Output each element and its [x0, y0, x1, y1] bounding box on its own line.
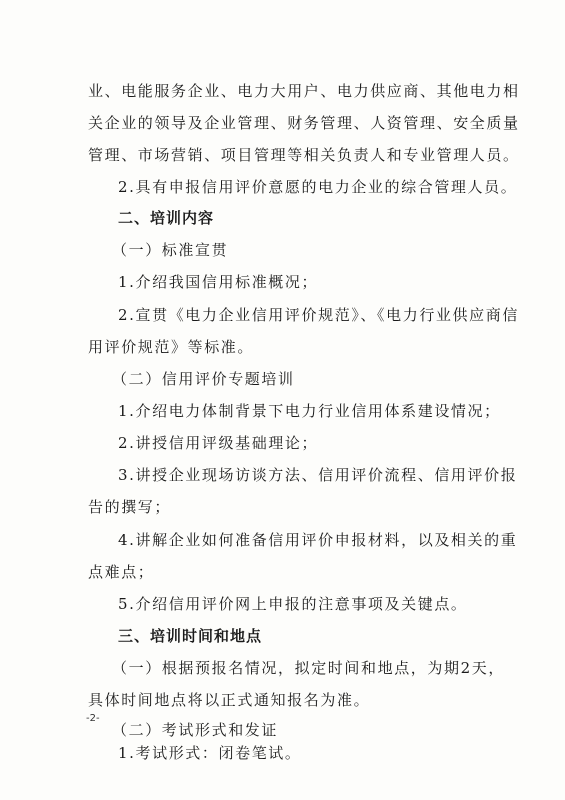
list-item: 3.讲授企业现场访谈方法、信用评价流程、信用评价报 [118, 466, 518, 484]
list-item: 1.介绍电力体制背景下电力行业信用体系建设情况； [118, 402, 501, 420]
list-item-continuation: 告的撰写； [88, 498, 172, 516]
paragraph-line: 业、电能服务企业、电力大用户、电力供应商、其他电力相 [88, 82, 520, 100]
list-item: 2.宣贯《电力企业信用评价规范》、《电力行业供应商信 [118, 306, 519, 324]
subsection-heading: （二）考试形式和发证 [112, 721, 279, 739]
list-item: 5.介绍信用评价网上申报的注意事项及关键点。 [118, 595, 468, 613]
paragraph-line: （一）根据预报名情况，拟定时间和地点，为期2天， [112, 659, 505, 677]
list-item: 1.介绍我国信用标准概况； [118, 273, 319, 291]
paragraph-line: 具体时间地点将以正式通知报名为准。 [88, 691, 371, 709]
subsection-heading: （一）标准宣贯 [112, 241, 229, 259]
subsection-heading: （二）信用评价专题培训 [112, 370, 295, 388]
section-heading: 三、培训时间和地点 [118, 627, 263, 645]
list-item-continuation: 用评价规范》等标准。 [88, 338, 255, 356]
paragraph-line: 2.具有申报信用评价意愿的电力企业的综合管理人员。 [118, 178, 518, 196]
list-item: 4.讲解企业如何准备信用评价申报材料，以及相关的重 [118, 531, 518, 549]
list-item: 2.讲授信用评级基础理论； [118, 434, 319, 452]
list-item: 1.考试形式：闭卷笔试。 [118, 744, 302, 762]
paragraph-line: 管理、市场营销、项目管理等相关负责人和专业管理人员。 [88, 146, 520, 164]
list-item-continuation: 点难点； [88, 563, 155, 581]
page-number: -2- [86, 713, 100, 724]
section-heading: 二、培训内容 [118, 209, 215, 227]
paragraph-line: 关企业的领导及企业管理、财务管理、人资管理、安全质量 [88, 114, 520, 132]
